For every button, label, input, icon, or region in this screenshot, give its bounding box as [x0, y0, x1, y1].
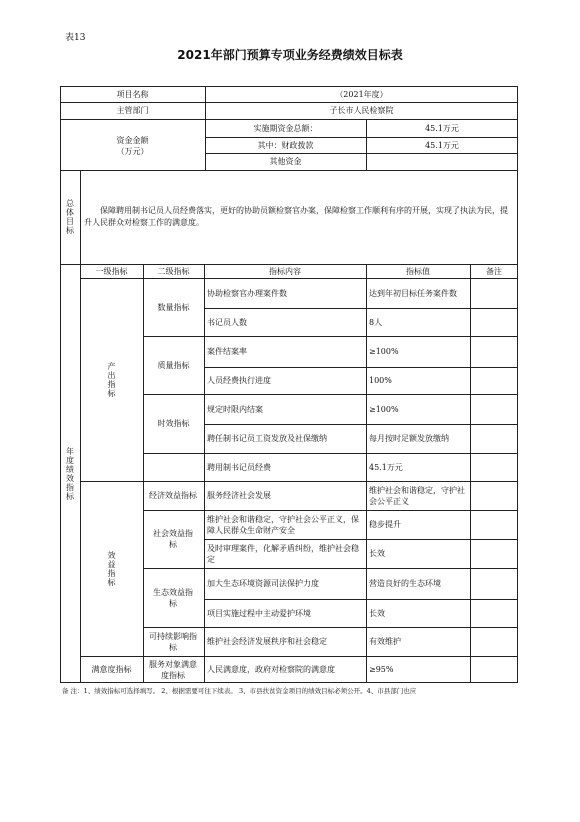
overall-goal-text: 保障聘用制书记员人员经费落实，更好的协助员额检察官办案，保障检察工作顺利有序的开展，实现了执法为民，提升人民群众对检察工作的满意度。: [84, 206, 508, 227]
table-row-value: 45.1万元: [369, 462, 403, 472]
table-row-content: 协助检察官办理案件数: [207, 288, 287, 298]
annual-indicators-label: 年度绩效指标: [65, 446, 75, 501]
other-fund-value: [366, 153, 518, 170]
level2-economic: 经济效益指标: [149, 491, 197, 500]
level1-benefit: 效益指标: [107, 550, 116, 587]
col-level2: 二级指标: [157, 266, 190, 276]
level2-quality: 质量指标: [157, 360, 190, 370]
table-row-content: 服务经济社会发展: [207, 491, 271, 500]
table-row-value: 长效: [369, 608, 385, 618]
fiscal-fund-value: 45.1万元: [425, 140, 459, 150]
table-row-value: ≥100%: [369, 347, 399, 356]
table-row-value: 长效: [369, 549, 385, 558]
level2-service: 服务对象满意度指标: [149, 659, 197, 680]
level2-ecological: 生态效益指标: [153, 587, 193, 608]
footnote: 备 注：1、绩效指标可选择填写。 2、根据需要可往下续表。 3、市县扶贫资金项目的绩效目标必须公开。4、市县部门也应: [62, 687, 417, 695]
table-row-value: 8人: [369, 317, 383, 327]
col-remark: 备注: [486, 266, 502, 276]
dept-label: 主管部门: [116, 106, 149, 115]
table-row-value: 稳步提升: [369, 520, 401, 529]
table-row-content: 人员经费执行进度: [207, 376, 271, 385]
total-fund-label: 实施期资金总额：: [253, 123, 318, 133]
project-name-label: 项目名称: [116, 89, 149, 99]
table-row-content: 案件结案率: [207, 347, 247, 356]
level2-sustainable: 可持续影响指标: [149, 631, 197, 652]
dept-value: 子长市人民检察院: [329, 106, 394, 115]
level1-output: 产出指标: [107, 361, 116, 398]
table-row-value: 每月按时足额发放缴纳: [369, 434, 449, 443]
level1-satisfaction: 满意度指标: [91, 665, 132, 674]
table-row-content: 书记员人数: [207, 317, 247, 327]
col-content: 指标内容: [269, 266, 301, 276]
table-row-content: 维护社会经济发展秩序和社会稳定: [207, 637, 327, 646]
table-row-value: 营造良好的生态环境: [369, 579, 441, 588]
table-row-content: 及时审理案件，化解矛盾纠纷，维护社会稳定: [207, 543, 359, 564]
fund-label: 资金金额: [116, 136, 149, 145]
page-title: 2021年部门预算专项业务经费绩效目标表: [177, 48, 403, 62]
fund-unit: （万元）: [116, 147, 149, 156]
other-fund-label: 其他资金: [269, 157, 302, 166]
level2-social: 社会效益指标: [153, 529, 193, 549]
table-row-value: ≥95%: [369, 665, 394, 674]
total-fund-value: 45.1万元: [425, 123, 459, 133]
col-level1: 一级指标: [95, 266, 128, 276]
table-row-content: 聘用制书记员经费: [207, 462, 271, 472]
table-row-value: 有效维护: [369, 637, 401, 646]
table-row-value: 100%: [369, 376, 392, 385]
table-row-content: 聘任制书记员工资发放及社保缴纳: [207, 434, 327, 443]
col-value: 指标值: [406, 266, 430, 276]
table-row-content: 项目实施过程中主动爱护环境: [207, 608, 311, 618]
table-row-content: 人民满意度，政府对检察院的满意度: [207, 665, 335, 674]
table-row-value: ≥100%: [369, 404, 399, 414]
overall-goal-label: 总体目标: [65, 199, 75, 235]
level2-timeliness: 时效指标: [157, 419, 190, 428]
table-number: 表13: [65, 33, 86, 43]
level2-quantity: 数量指标: [157, 302, 190, 312]
table-row-value: 维护社会和谐稳定，守护社会公平正义: [369, 485, 465, 506]
table-row-content: 规定时限内结案: [207, 404, 263, 414]
table-row-content: 加大生态环境资源司法保护力度: [207, 579, 319, 588]
table-row-value: 达到年初目标任务案件数: [369, 288, 457, 298]
fiscal-fund-label: 其中：财政拨款: [257, 140, 314, 150]
project-name-value: （2021年度）: [335, 89, 388, 99]
table-row-content: 维护社会和谐稳定，守护社会公平正义，保障人民群众生命财产安全: [207, 514, 359, 535]
